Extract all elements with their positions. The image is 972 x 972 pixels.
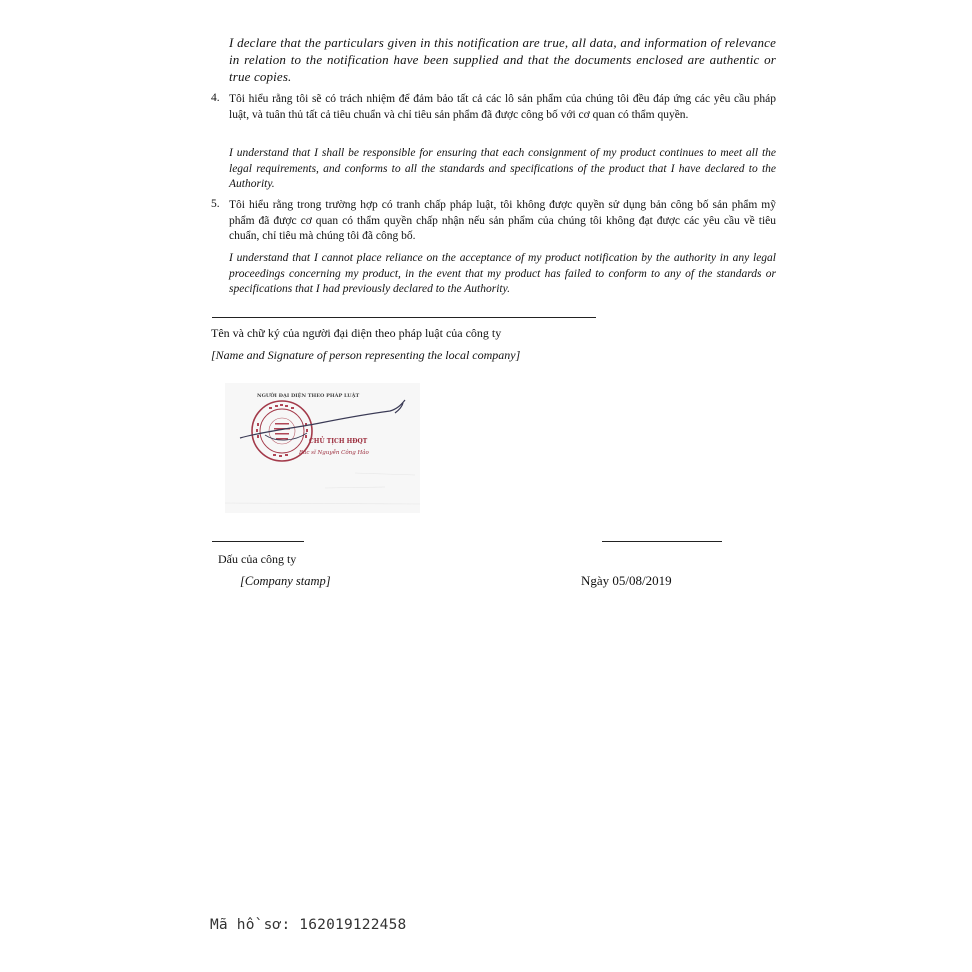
- declaration-en-text: I declare that the particulars given in this notification are true, all data, and information of relevance in relation to the notification have been supplied and that the documents enclosed are authentic or true copies.: [229, 35, 776, 84]
- stamp-label-en: [Company stamp]: [240, 574, 331, 588]
- signing-date: Ngày 05/08/2019: [581, 573, 672, 588]
- date-underline: [602, 541, 722, 542]
- signature-seal-image: [225, 383, 420, 513]
- stamp-underline: [212, 541, 304, 542]
- item-5-vi-text: Tôi hiểu rằng trong trường hợp có tranh chấp pháp luật, tôi không được quyền sử dụng bản công bố sản phẩm mỹ phẩm đã được cơ quan có thẩm quyền chấp nhận nếu sản phẩm của chúng tôi không đạt được các yêu cầu về tiêu chuẩn, chỉ tiêu mà chúng tôi đã công bố.: [229, 199, 776, 242]
- seal-graphic: [225, 383, 420, 513]
- item-5-en-text: I understand that I cannot place reliance on the acceptance of my product notification by the authority in any legal proceedings concerning my product, in the event that my product has failed to conform to any of the standards or specifications that I had previously declared to the Authority.: [229, 252, 776, 295]
- file-code: Mã hồ sơ: 162019122458: [210, 917, 407, 933]
- item-4-number: 4.: [211, 92, 220, 104]
- signature-label-en: [Name and Signature of person representing the local company]: [211, 348, 521, 362]
- signature-divider: [212, 317, 596, 318]
- item-4-vi-text: Tôi hiểu rằng tôi sẽ có trách nhiệm để đảm bảo tất cả các lô sản phẩm của chúng tôi đều đáp ứng các yêu cầu pháp luật, và tuân thủ tất cả tiêu chuẩn và chỉ tiêu sản phẩm đã được công bố với cơ quan có thẩm quyền.: [229, 93, 776, 121]
- item-4-en-text: I understand that I shall be responsible for ensuring that each consignment of my product continues to meet all the legal requirements, and conforms to all the standards and specifications of the product that I have declared to the Authority.: [229, 147, 776, 190]
- signature-label-vi: Tên và chữ ký của người đại diện theo pháp luật của công ty: [211, 326, 502, 340]
- item-5-number: 5.: [211, 198, 220, 210]
- seal-title-text: CHỦ TỊCH HĐQT: [309, 438, 368, 445]
- seal-header-text: NGƯỜI ĐẠI DIỆN THEO PHÁP LUẬT: [257, 393, 360, 399]
- seal-name-text: Bác sĩ Nguyễn Công Hảo: [299, 450, 369, 456]
- scan-background: [225, 383, 420, 513]
- stamp-label-vi: Dấu của công ty: [218, 552, 297, 566]
